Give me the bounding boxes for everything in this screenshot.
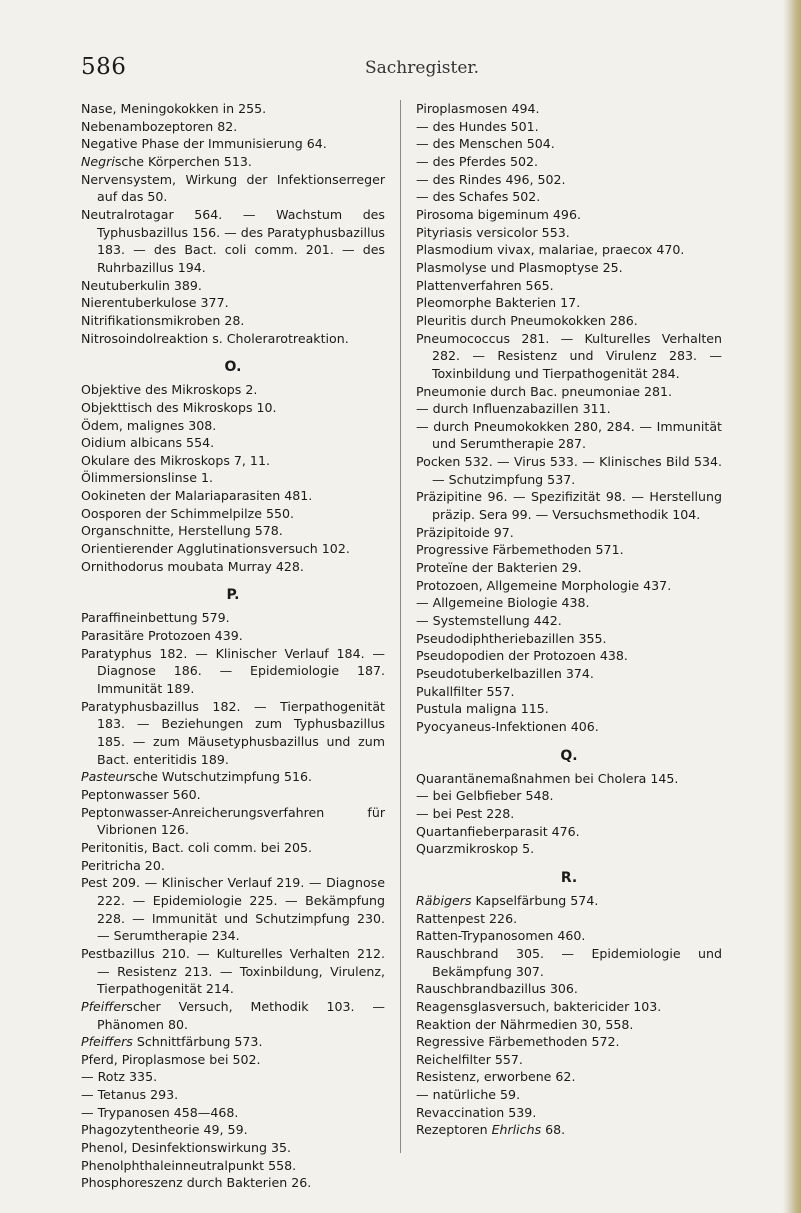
index-entry: Präzipitoide 97. bbox=[416, 524, 514, 540]
index-entry: Plasmolyse und Plasmoptyse 25. bbox=[416, 259, 623, 275]
index-entry: — durch Influenzabazillen 311. bbox=[416, 401, 611, 417]
page-number: 586 bbox=[81, 54, 127, 80]
index-entry: Reagensglasversuch, baktericider 103. bbox=[416, 998, 662, 1014]
index-entry: Objekttisch des Mikroskops 10. bbox=[81, 399, 277, 415]
index-entry: — Allgemeine Biologie 438. bbox=[416, 595, 590, 611]
index-entry: — Rotz 335. bbox=[81, 1069, 158, 1085]
index-entry: Pleuritis durch Pneumokokken 286. bbox=[416, 312, 638, 328]
index-entry: Organschnitte, Herstellung 578. bbox=[81, 523, 283, 539]
section-letter: O. bbox=[224, 359, 242, 376]
index-entry: Pfeifferscher Versuch, Methodik 103. — Phänomen 80. bbox=[81, 998, 385, 1032]
index-entry: Nervensystem, Wirkung der Infektionserreger auf das 50. bbox=[81, 171, 385, 205]
index-entry: Ölimmersionslinse 1. bbox=[81, 470, 213, 486]
index-entry: Neutralrotagar 564. — Wachstum des Typhusbazillus 156. — des Paratyphusbazillus 183. — des Bact. coli comm. 201. — des Ruhrbazillus 194. bbox=[81, 206, 385, 275]
index-entry: Pleomorphe Bakterien 17. bbox=[416, 295, 581, 311]
index-entry: Phenol, Desinfektionswirkung 35. bbox=[81, 1140, 292, 1156]
page-edge-shading bbox=[783, 0, 801, 1213]
index-entry: Parasitäre Protozoen 439. bbox=[81, 628, 243, 644]
index-entry: — des Schafes 502. bbox=[416, 189, 541, 205]
index-entry: Quarzmikroskop 5. bbox=[416, 841, 535, 857]
index-entry: Pityriasis versicolor 553. bbox=[416, 224, 570, 240]
index-entry: Peritricha 20. bbox=[81, 857, 165, 873]
index-entry: — bei Gelbfieber 548. bbox=[416, 788, 554, 804]
index-entry: — des Rindes 496, 502. bbox=[416, 171, 566, 187]
index-entry: Nase, Meningokokken in 255. bbox=[81, 101, 267, 116]
index-entry: Paratyphus 182. — Klinischer Verlauf 184. — Diagnose 186. — Epidemiologie 187. Immunität 189. bbox=[81, 645, 385, 697]
index-entry: Pirosoma bigeminum 496. bbox=[416, 206, 581, 222]
index-entry: — des Menschen 504. bbox=[416, 136, 555, 152]
index-entry: Pfeiffers Schnittfärbung 573. bbox=[81, 1034, 263, 1050]
index-entry: Nitrifikationsmikroben 28. bbox=[81, 312, 245, 328]
index-entry: — bei Pest 228. bbox=[416, 805, 515, 821]
index-column-left bbox=[81, 100, 385, 1192]
index-entry: Pocken 532. — Virus 533. — Klinisches Bild 534. — Schutzimpfung 537. bbox=[416, 454, 722, 487]
index-entry: Peritonitis, Bact. coli comm. bei 205. bbox=[81, 839, 313, 855]
index-entry: Ödem, malignes 308. bbox=[81, 417, 217, 433]
index-entry: — Systemstellung 442. bbox=[416, 613, 562, 629]
index-entry: Pyocyaneus-Infektionen 406. bbox=[416, 718, 599, 734]
index-entry: Piroplasmosen 494. bbox=[416, 101, 540, 116]
index-entry: Okulare des Mikroskops 7, 11. bbox=[81, 452, 270, 468]
index-entry: Protozoen, Allgemeine Morphologie 437. bbox=[416, 577, 672, 593]
index-entry: — des Hundes 501. bbox=[416, 118, 539, 134]
index-entry: Rattenpest 226. bbox=[416, 910, 518, 926]
index-entry: Pneumococcus 281. — Kulturelles Verhalten 282. — Resistenz und Virulenz 283. — Toxinbildung und Tierpathogenität 284. bbox=[416, 330, 722, 381]
index-entry: Nierentuberkulose 377. bbox=[81, 295, 229, 311]
index-entry: Progressive Färbemethoden 571. bbox=[416, 542, 624, 558]
index-entry: Nebenambozeptoren 82. bbox=[81, 118, 238, 134]
index-entry: Revaccination 539. bbox=[416, 1104, 537, 1120]
index-entry: — des Pferdes 502. bbox=[416, 153, 538, 169]
index-entry: Nitrosoindolreaktion s. Cholerarotreaktion. bbox=[81, 330, 349, 346]
index-entry: Phenolphthaleinneutralpunkt 558. bbox=[81, 1157, 297, 1173]
index-entry: Proteïne der Bakterien 29. bbox=[416, 560, 582, 576]
index-entry: Peptonwasser 560. bbox=[81, 786, 201, 802]
index-entry: Pukallfilter 557. bbox=[416, 683, 515, 699]
index-entry: Präzipitine 96. — Spezifizität 98. — Herstellung präzip. Sera 99. — Versuchsmethodik 104. bbox=[416, 489, 722, 523]
index-column-right bbox=[416, 100, 722, 1139]
index-entry: Oidium albicans 554. bbox=[81, 435, 215, 451]
index-entry: Pustula maligna 115. bbox=[416, 701, 549, 717]
index-entry: Negrische Körperchen 513. bbox=[81, 153, 252, 169]
index-entry: Plasmodium vivax, malariae, praecox 470. bbox=[416, 242, 685, 258]
index-entry: Räbigers Kapselfärbung 574. bbox=[416, 892, 599, 908]
index-entry: — natürliche 59. bbox=[416, 1087, 521, 1103]
index-entry: Oosporen der Schimmelpilze 550. bbox=[81, 505, 295, 521]
column-divider bbox=[400, 100, 401, 1153]
index-entry: Ratten-Trypanosomen 460. bbox=[416, 928, 586, 944]
index-entry: — durch Pneumokokken 280, 284. — Immunität und Serumtherapie 287. bbox=[416, 418, 722, 452]
index-entry: Pasteursche Wutschutzimpfung 516. bbox=[81, 769, 313, 785]
index-entry: Resistenz, erworbene 62. bbox=[416, 1069, 576, 1085]
index-entry: Ornithodorus moubata Murray 428. bbox=[81, 558, 304, 574]
index-entry: Pest 209. — Klinischer Verlauf 219. — Diagnose 222. — Epidemiologie 225. — Bekämpfung 228. — Immunität und Schutzimpfung 230. — Serumtherapie 234. bbox=[81, 875, 385, 944]
index-entry: Quarantänemaßnahmen bei Cholera 145. bbox=[416, 770, 679, 786]
section-letter: R. bbox=[560, 869, 578, 886]
index-entry: Paratyphusbazillus 182. — Tierpathogenität 183. — Beziehungen zum Typhusbazillus 185. — zum Mäusetyphusbazillus und zum Bact. enteritidis 189. bbox=[81, 698, 385, 767]
index-entry: — Trypanosen 458—468. bbox=[81, 1104, 239, 1120]
index-entry: Objektive des Mikroskops 2. bbox=[81, 382, 258, 398]
page-header bbox=[0, 54, 801, 84]
index-entry: Pseudodiphtheriebazillen 355. bbox=[416, 630, 607, 646]
index-entry: Reichelfilter 557. bbox=[416, 1051, 523, 1067]
index-entry: Pseudopodien der Protozoen 438. bbox=[416, 648, 628, 664]
index-entry: Peptonwasser-Anreicherungsverfahren für Vibrionen 126. bbox=[81, 804, 385, 838]
index-entry: Orientierender Agglutinationsversuch 102. bbox=[81, 541, 350, 557]
section-letter: Q. bbox=[560, 747, 578, 764]
index-entry: — Tetanus 293. bbox=[81, 1087, 179, 1103]
index-entry: Rauschbrand 305. — Epidemiologie und Bekämpfung 307. bbox=[416, 945, 722, 979]
index-entry: Rauschbrandbazillus 306. bbox=[416, 981, 578, 997]
index-entry: Pneumonie durch Bac. pneumoniae 281. bbox=[416, 383, 673, 399]
index-entry: Negative Phase der Immunisierung 64. bbox=[81, 136, 327, 152]
index-entry: Quartanfieberparasit 476. bbox=[416, 823, 580, 839]
index-entry: Pseudotuberkelbazillen 374. bbox=[416, 666, 594, 681]
index-entry: Rezeptoren Ehrlichs 68. bbox=[416, 1122, 566, 1138]
index-entry: Ookineten der Malariaparasiten 481. bbox=[81, 488, 313, 504]
index-entry: Pferd, Piroplasmose bei 502. bbox=[81, 1051, 261, 1067]
index-entry: Plattenverfahren 565. bbox=[416, 277, 554, 293]
index-entry: Neutuberkulin 389. bbox=[81, 277, 202, 293]
index-entry: Pestbazillus 210. — Kulturelles Verhalten 212. — Resistenz 213. — Toxinbildung, Virulenz, Tierpathogenität 214. bbox=[81, 945, 385, 997]
index-entry: Regressive Färbemethoden 572. bbox=[416, 1034, 620, 1050]
index-entry: Phosphoreszenz durch Bakterien 26. bbox=[81, 1175, 312, 1191]
index-entry: Paraffineinbettung 579. bbox=[81, 610, 230, 626]
running-head: Sachregister. bbox=[365, 58, 480, 78]
index-entry: Phagozytentheorie 49, 59. bbox=[81, 1122, 248, 1138]
section-letter: P. bbox=[226, 587, 240, 604]
index-entry: Reaktion der Nährmedien 30, 558. bbox=[416, 1016, 634, 1032]
